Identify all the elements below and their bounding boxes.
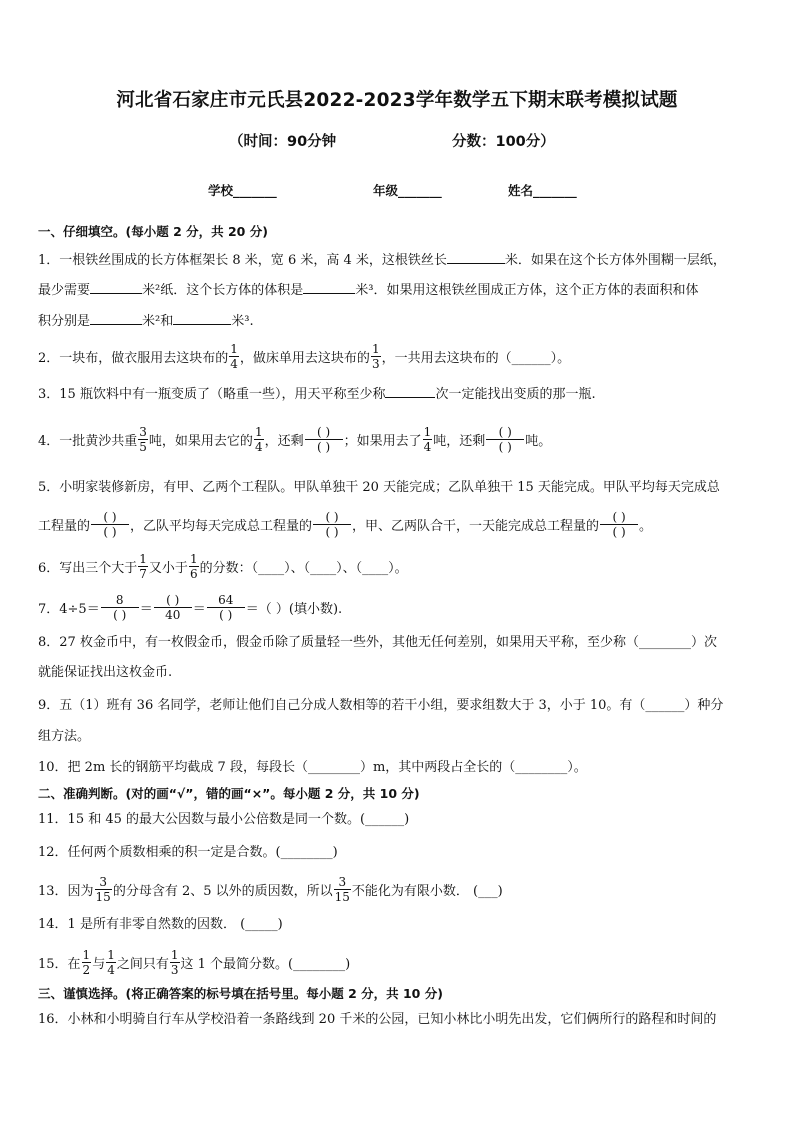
question-15: 15．在 $\frac{1}{2}$ 与 $\frac{1}{4}$ 之间只有 $\frac{1}{3}$ 这 1 个最简分数。(________) — [38, 948, 351, 977]
exam-time: （时间：90分钟 — [229, 134, 337, 150]
exam-score: 分数：100分） — [452, 134, 555, 150]
page-title: 河北省石家庄市元氏县2022-2023学年数学五下期末联考模拟试题 — [116, 90, 678, 111]
question-9-line-2: 组方法。 — [38, 729, 91, 744]
question-9-line-1: 9．五（1）班有 36 名同学，老师让他们自己分成人数相等的若干小组，要求组数大于 3，小于 10。有（______）种分 — [38, 698, 724, 713]
question-8-line-1: 8．27 枚金币中，有一枚假金币，假金币除了质量轻一些外，其他无任何差别，如果用天平称，至少称（________）次 — [38, 635, 717, 650]
question-7: 7．4÷5＝ $\frac{8}{( )}$ ＝ $\frac{( )}{40}$ ＝ $\frac{64}{( )}$ ＝（ ）(填小数). — [38, 593, 343, 622]
school-field: 学校_______ — [208, 183, 277, 198]
question-3: 3．15 瓶饮料中有一瓶变质了（略重一些），用天平称至少称 次一定能找出变质的那一瓶. — [38, 383, 596, 405]
question-11: 11．15 和 45 的最大公因数与最小公倍数是同一个数。(______) — [38, 812, 410, 827]
question-1-line-2: 最少需要 米²纸．这个长方体的体积是 米³．如果用这根铁丝围成正方体，这个正方体的表面积和体 — [38, 279, 698, 301]
question-14: 14．1 是所有非零自然数的因数． (_____) — [38, 917, 283, 932]
grade-field: 年级_______ — [373, 183, 442, 198]
question-13: 13．因为 $\frac{3}{15}$ 的分母含有 2、5 以外的质因数，所以 $\frac{3}{15}$ 不能化为有限小数． (___) — [38, 875, 503, 904]
question-1-line-1: 1．一根铁丝围成的长方体框架长 8 米，宽 6 米，高 4 米，这根铁丝长 米．如果在这个长方体外围糊一层纸， — [38, 249, 726, 271]
question-16: 16．小林和小明骑自行车从学校沿着一条路线到 20 千米的公园，已知小林比小明先出发，它们俩所行的路程和时间的 — [38, 1012, 717, 1027]
section-3-heading: 三、谨慎选择。(将正确答案的标号填在括号里。每小题 2 分，共 10 分) — [38, 986, 443, 1001]
question-5-line-1: 5．小明家装修新房，有甲、乙两个工程队。甲队单独干 20 天能完成；乙队单独干 15 天能完成。甲队平均每天完成总 — [38, 480, 720, 495]
question-1-line-3: 积分别是 米²和 米³. — [38, 310, 254, 332]
question-8-line-2: 就能保证找出这枚金币. — [38, 665, 173, 680]
question-12: 12．任何两个质数相乘的积一定是合数。(________) — [38, 845, 338, 860]
question-5-line-2: 工程量的 $\frac{( )}{( )}$ ，乙队平均每天完成总工程量的 $\frac{( )}{( )}$ ，甲、乙两队合干，一天能完成总工程量的 $\frac{( )}{( )}$ 。 — [38, 510, 653, 539]
section-1-heading: 一、仔细填空。(每小题 2 分，共 20 分) — [38, 224, 268, 239]
question-6: 6．写出三个大于 $\frac{1}{7}$ 又小于 $\frac{1}{6}$ 的分数：（____）、（____）、（____）。 — [38, 552, 408, 581]
section-2-heading: 二、准确判断。(对的画“√”，错的画“×”。每小题 2 分，共 10 分) — [38, 786, 420, 801]
question-10: 10．把 2m 长的钢筋平均截成 7 段，每段长（________）m，其中两段占全长的（________）。 — [38, 760, 587, 775]
question-4: 4．一批黄沙共重 $\frac{3}{5}$ 吨，如果用去它的 $\frac{1}{4}$ ，还剩 $\frac{( )}{( )}$ ；如果用去了 $\frac{1}{4}$ 吨，还剩 $\frac{( )}{( )}$ 吨。 — [38, 425, 552, 454]
question-2: 2．一块布，做衣服用去这块布的 $\frac{1}{4}$ ，做床单用去这块布的 $\frac{1}{3}$ ，一共用去这块布的（______）。 — [38, 342, 571, 371]
name-field: 姓名_______ — [508, 183, 577, 198]
